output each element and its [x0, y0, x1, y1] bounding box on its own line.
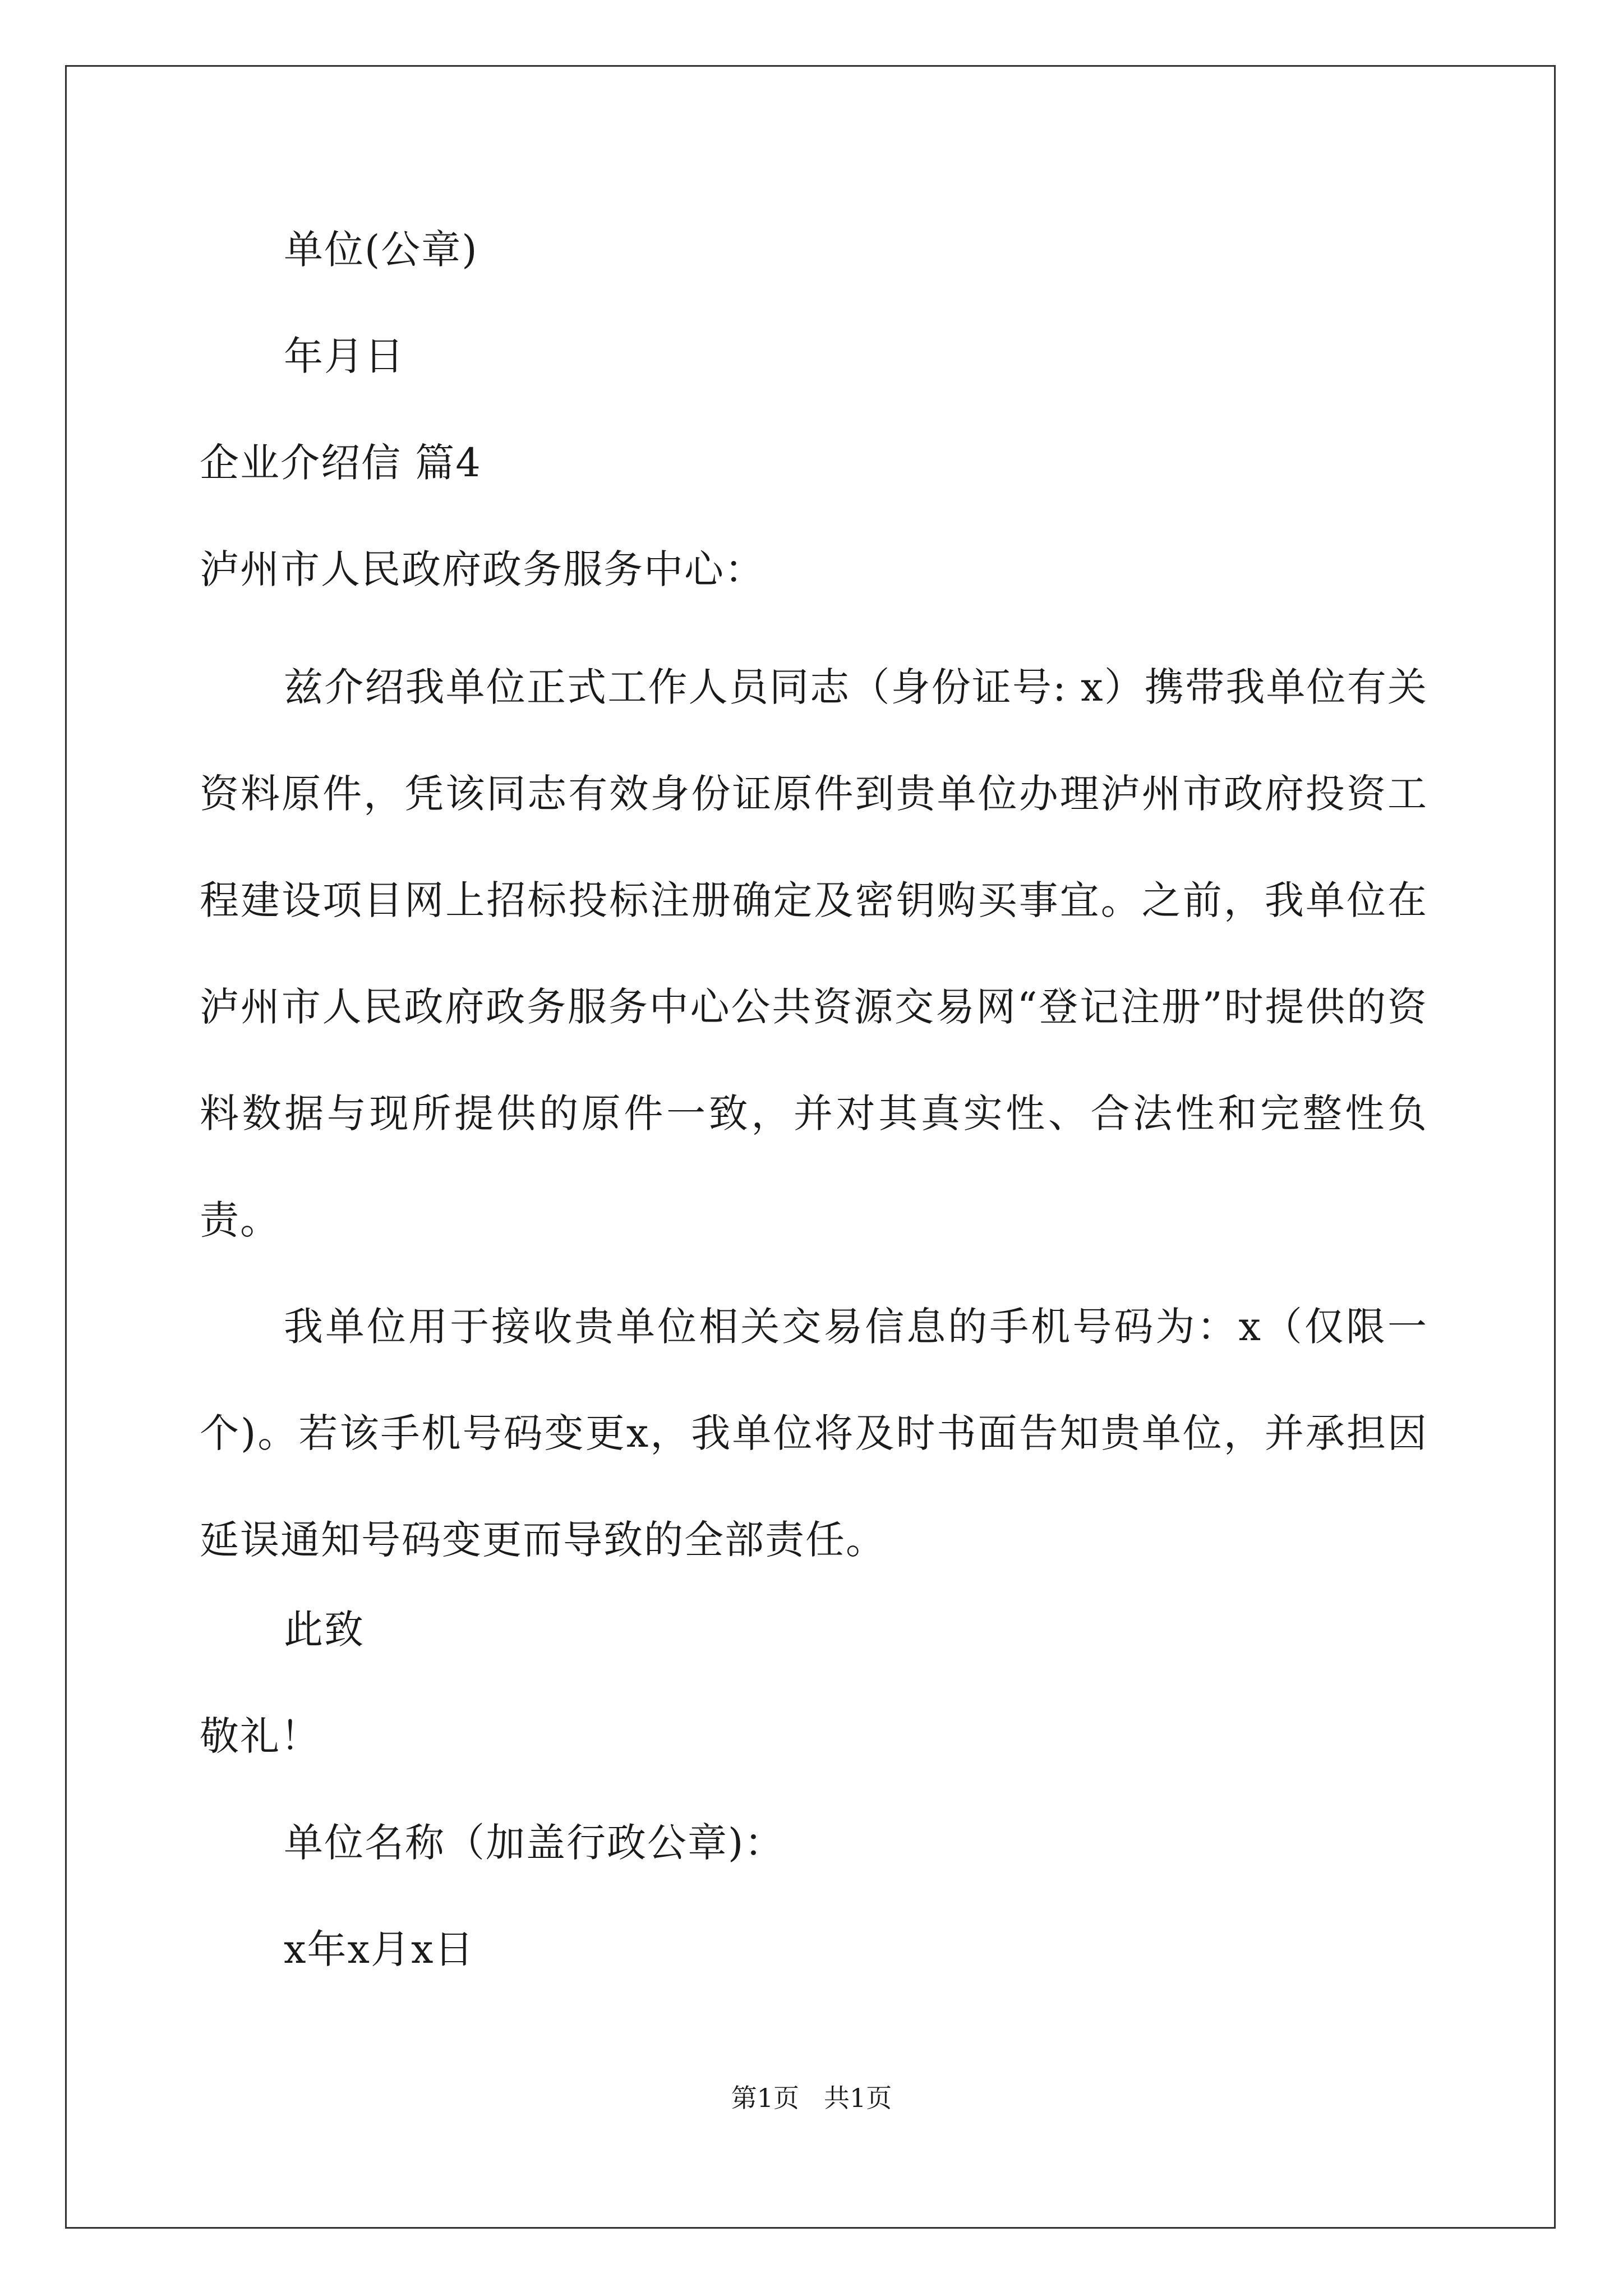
date-line: x年x月x日: [284, 1926, 475, 1972]
paragraph-phone-number: 我单位用于接收贵单位相关交易信息的手机号码为：x（仅限一个)。若该手机号码变更x，我单位将及时书面告知贵单位，并承担因延误通知号码变更而导致的全部责任。: [200, 1304, 1428, 1563]
seal-line: 单位(公章): [284, 227, 478, 273]
page-footer: [0, 2081, 1623, 2115]
addressee: 泸州市人民政府政务服务中心：: [200, 546, 765, 592]
page-number-total: 共1页: [824, 2083, 892, 2113]
closing-regards: 敬礼！: [200, 1713, 321, 1759]
date-placeholder-line: 年月日: [284, 333, 405, 379]
closing-salutation: 此致: [284, 1607, 365, 1653]
page-number-current: 第1页: [731, 2083, 799, 2113]
signature-label: 单位名称（加盖行政公章)：: [284, 1820, 785, 1866]
paragraph-introduction: 兹介绍我单位正式工作人员同志（身份证号: x）携带我单位有关资料原件，凭该同志有效身份证原件到贵单位办理泸州市政府投资工程建设项目网上招标投标注册确定及密钥购买事宜。之前，我单位在泸州市人民政府政务服务中心公共资源交易网“登记注册”时提供的资料数据与现所提供的原件一致，并对其真实性、合法性和完整性负责。: [200, 664, 1428, 1243]
section-heading: 企业介绍信 篇4: [200, 440, 482, 486]
